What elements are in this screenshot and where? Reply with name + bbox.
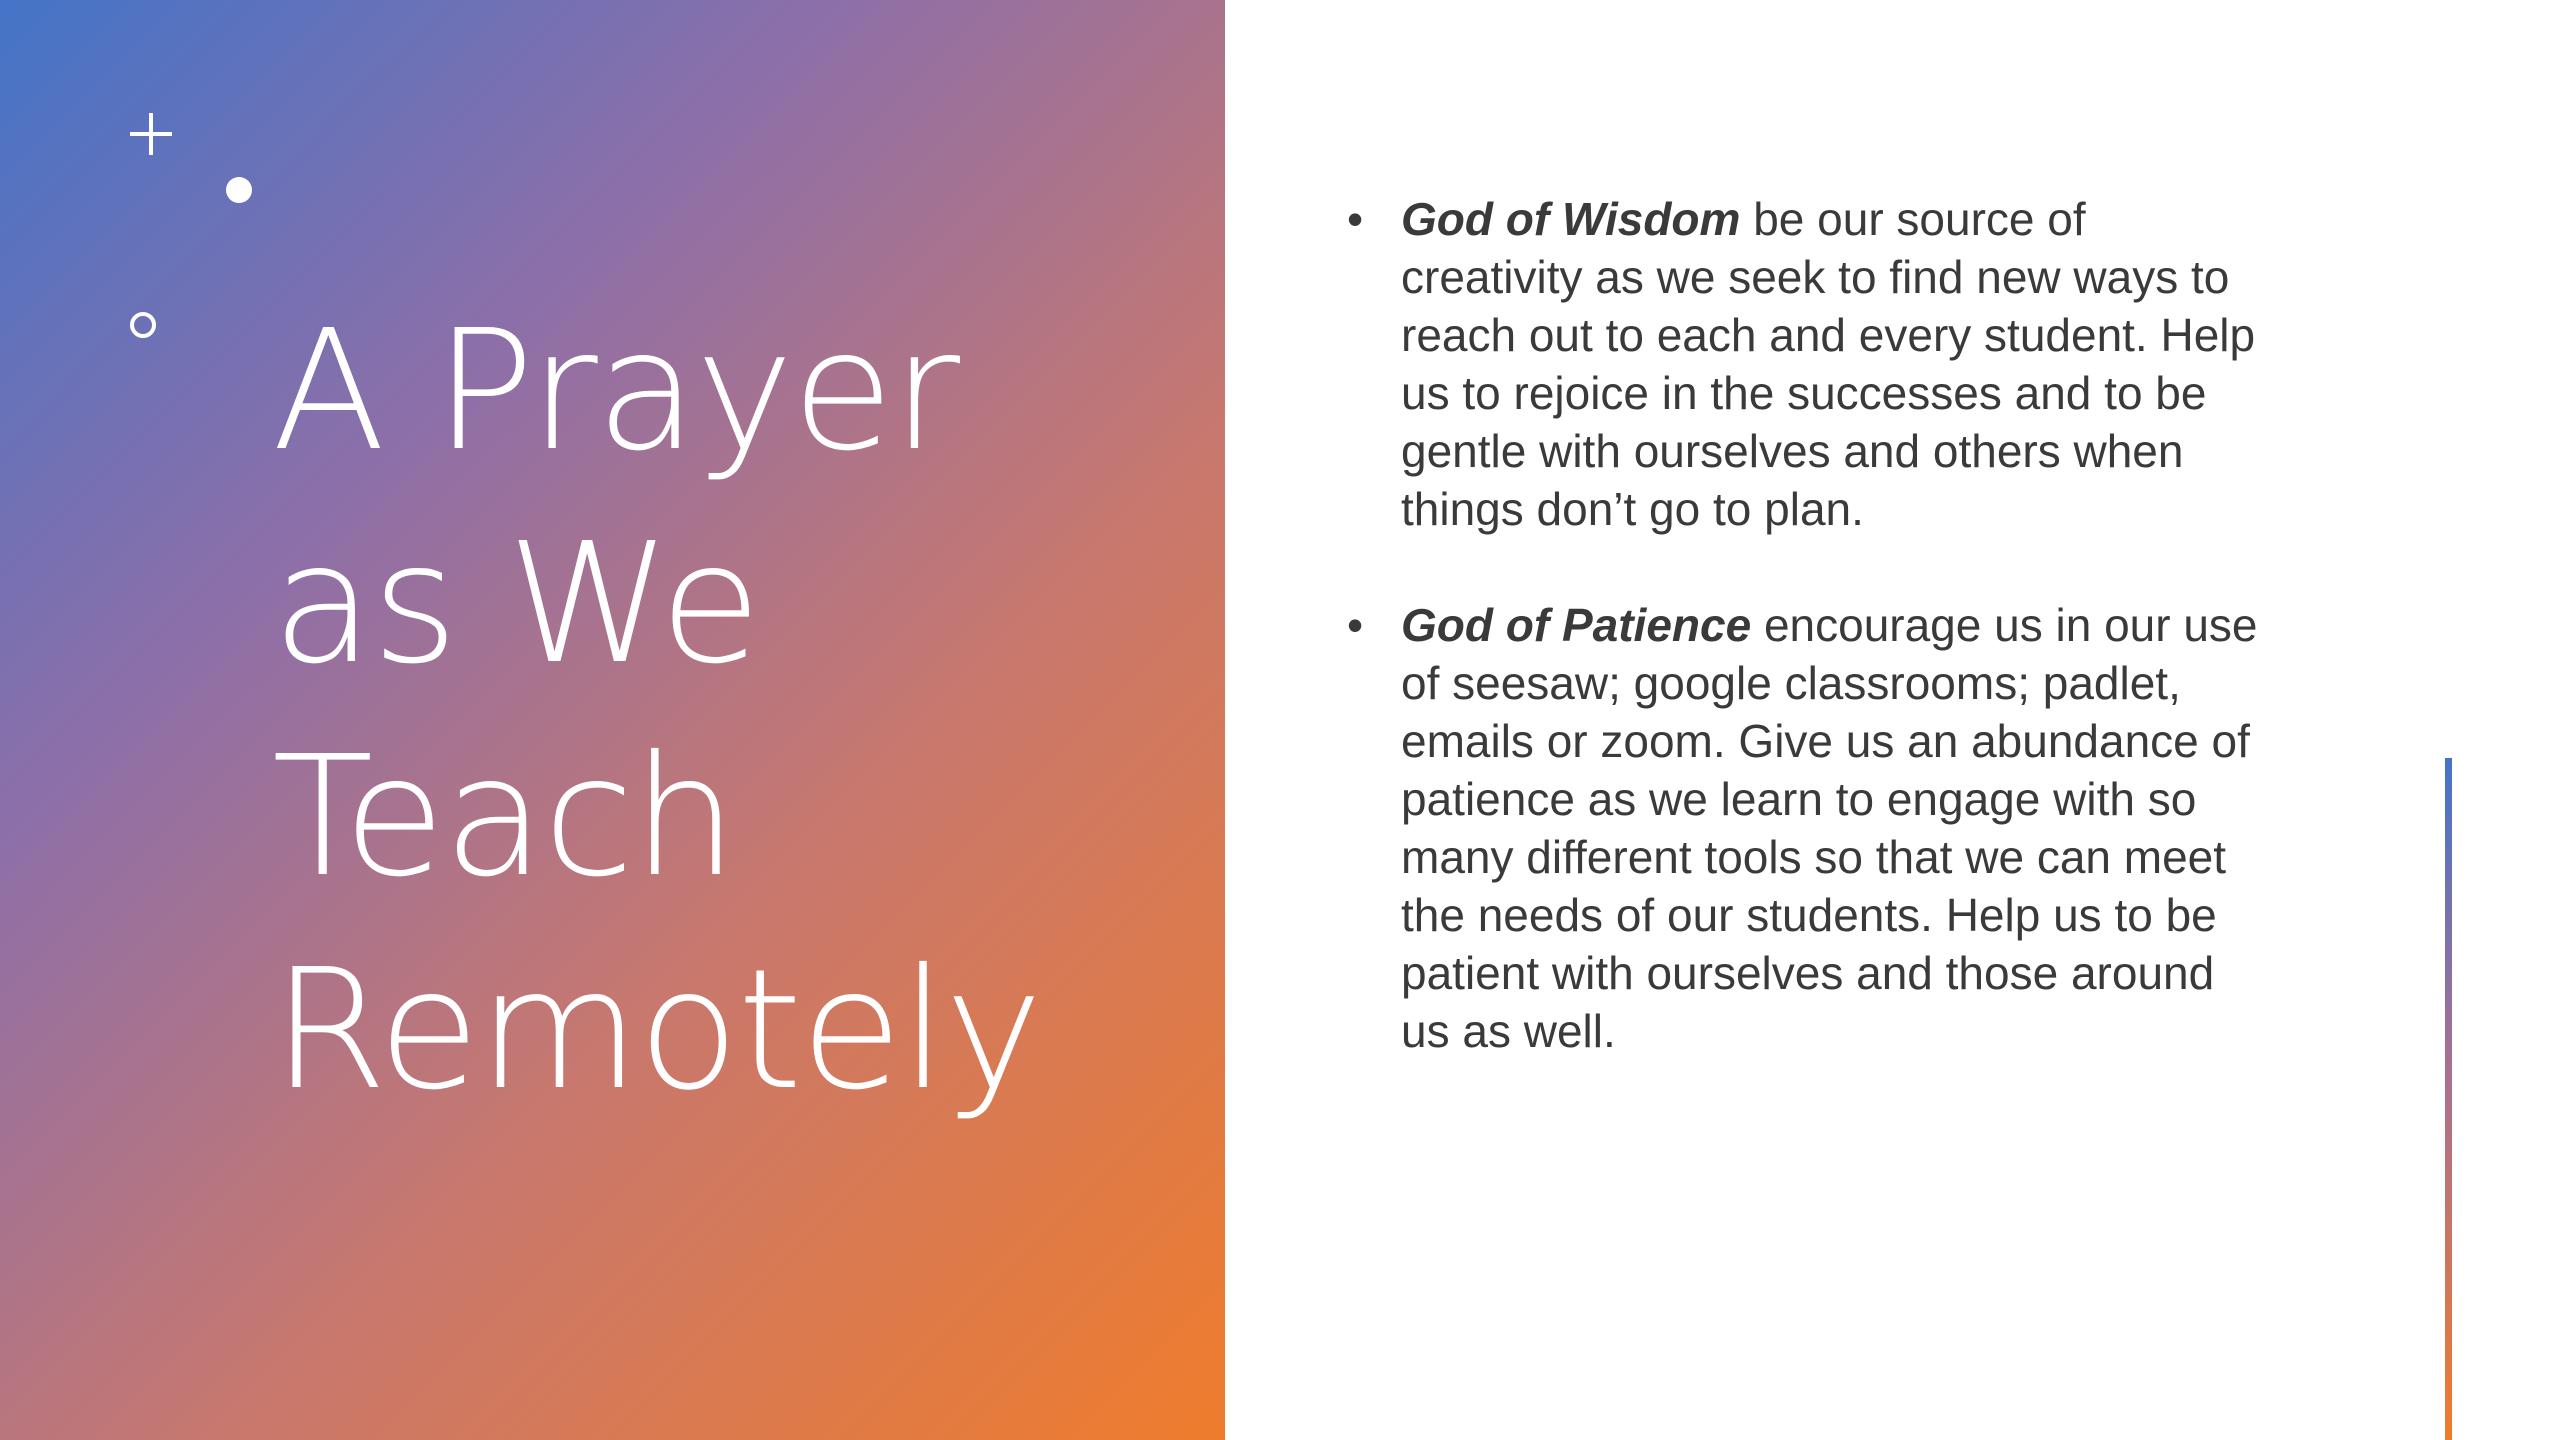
title-line: Teach <box>272 721 736 914</box>
bullet-marker: • <box>1347 193 1364 245</box>
bullet-marker: • <box>1347 599 1364 651</box>
title-line: Remotely <box>272 934 1041 1127</box>
title-line: A Prayer <box>272 295 959 488</box>
bullet-text: encourage us in our use of seesaw; google classrooms; padlet, emails or zoom. Give us an abundance of patience as we learn to engage with so many different tools so that we can meet the needs of our students. Help us to be patient with ourselves and those around us as well. <box>1401 599 2258 1057</box>
bullet-lead: God of Patience <box>1401 599 1764 651</box>
ring-icon <box>130 312 156 338</box>
title-line: as We <box>272 508 760 701</box>
dot-icon <box>226 177 252 203</box>
accent-bar <box>2445 758 2452 1440</box>
bullet-list <box>1345 190 2275 1118</box>
bullet-lead: God of Wisdom <box>1401 193 1754 245</box>
plus-icon <box>130 113 172 155</box>
bullet-text: be our source of creativity as we seek to find new ways to reach out to each and every student. Help us to rejoice in the successes and to be gentle with ourselves and others when things don’t go to plan. <box>1401 193 2256 535</box>
bullet-item-patience <box>1345 596 2275 1060</box>
title-panel <box>0 0 1225 1440</box>
slide-title <box>272 285 1192 1137</box>
bullet-item-wisdom <box>1345 190 2275 538</box>
